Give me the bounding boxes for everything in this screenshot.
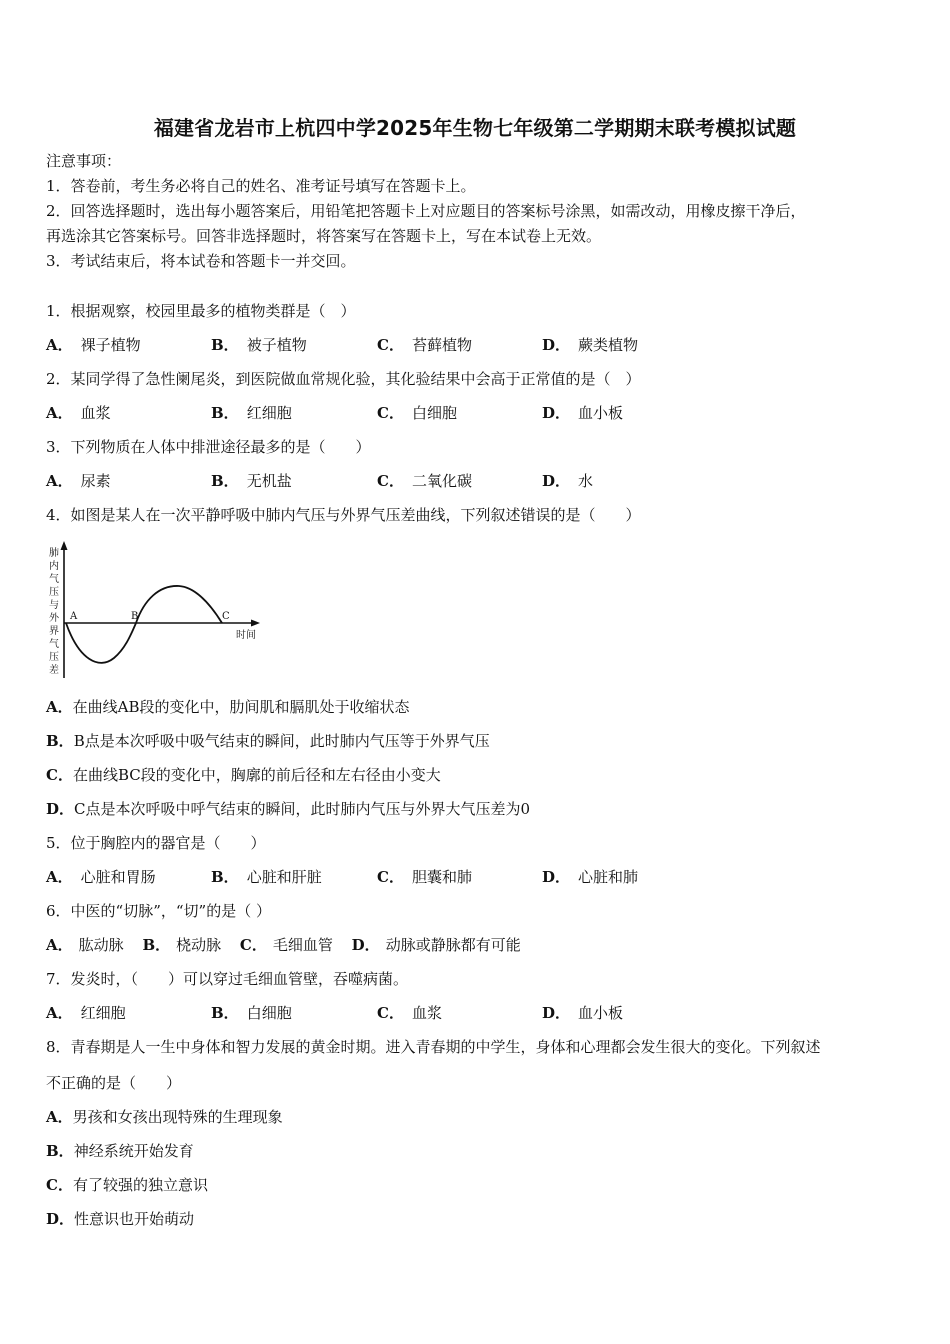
option-a: A． 裸子植物	[46, 336, 141, 354]
option-c: C． 苔藓植物	[377, 336, 472, 354]
y-axis-label-char: 气	[49, 639, 59, 650]
y-axis-label-char: 与	[49, 600, 59, 611]
option-a: A． 心脏和胃肠	[46, 868, 156, 886]
y-axis-label-char: 差	[49, 665, 59, 676]
option-d: D． 血小板	[542, 1004, 624, 1022]
option-a: A．男孩和女孩出现特殊的生理现象	[46, 1108, 283, 1126]
question-stem-1: 1．根据观察，校园里最多的植物类群是（ ）	[46, 302, 356, 320]
option-d: D． 心脏和肺	[542, 868, 639, 886]
point-c-label: C	[222, 611, 230, 622]
y-axis-label-char: 气	[49, 574, 59, 585]
option-b: B． 心脏和肝脏	[211, 868, 322, 886]
option-b: B．B点是本次呼吸中吸气结束的瞬间，此时肺内气压等于外界气压	[46, 732, 490, 750]
notice-heading: 注意事项：	[46, 152, 122, 170]
point-b-label: B	[131, 611, 139, 622]
point-a-label: A	[70, 611, 78, 622]
question-stem-7: 7．发炎时，（ ）可以穿过毛细血管壁，吞噬病菌。	[46, 970, 409, 988]
option-a: A． 血浆	[46, 404, 111, 422]
option-c: C． 胆囊和肺	[377, 868, 472, 886]
question-stem-3: 3．下列物质在人体中排泄途径最多的是（ ）	[46, 438, 371, 456]
question-stem-6: 6．中医的“切脉”，“切”的是（ ）	[46, 902, 271, 920]
options-row-6	[46, 935, 521, 955]
option-d: D． 动脉或静脉都有可能	[351, 936, 521, 954]
option-c: C．在曲线BC段的变化中，胸廓的前后径和左右径由小变大	[46, 766, 441, 784]
option-c: C． 白细胞	[377, 404, 457, 422]
y-axis-label-char: 压	[49, 652, 59, 663]
option-b: B． 红细胞	[211, 404, 292, 422]
y-axis-label-char: 内	[49, 561, 59, 572]
question-stem-8: 8．青春期是人一生中身体和智力发展的黄金时期。进入青春期的中学生，身体和心理都会发生很大的变化。下列叙述	[46, 1038, 821, 1056]
option-b: B． 无机盐	[211, 472, 292, 490]
notice-item: 再选涂其它答案标号。回答非选择题时，将答案写在答题卡上，写在本试卷上无效。	[46, 227, 602, 245]
option-d: D． 蕨类植物	[542, 336, 639, 354]
option-d: D．性意识也开始萌动	[46, 1210, 195, 1228]
page-title: 福建省龙岩市上杭四中学2025年生物七年级第二学期期末联考模拟试题	[153, 116, 797, 140]
pressure-difference-graph	[44, 540, 274, 685]
option-d: D． 血小板	[542, 404, 624, 422]
option-a: A． 尿素	[46, 472, 111, 490]
question-stem-5: 5．位于胸腔内的器官是（ ）	[46, 834, 266, 852]
option-a: A． 红细胞	[46, 1004, 126, 1022]
option-c: C． 二氧化碳	[377, 472, 472, 490]
question-stem-2: 2．某同学得了急性阑尾炎，到医院做血常规化验，其化验结果中会高于正常值的是（ ）	[46, 370, 641, 388]
x-axis-arrow	[251, 620, 260, 627]
option-c: C． 血浆	[377, 1004, 442, 1022]
option-b: B．神经系统开始发育	[46, 1142, 194, 1160]
question-stem-8-cont: 不正确的是（ ）	[46, 1074, 182, 1092]
option-d: D．C点是本次呼吸中呼气结束的瞬间，此时肺内气压与外界大气压差为0	[46, 800, 531, 818]
option-b: B． 被子植物	[211, 336, 307, 354]
option-a: A．在曲线AB段的变化中，肋间肌和膈肌处于收缩状态	[46, 698, 410, 716]
notice-item: 2．回答选择题时，选出每小题答案后，用铅笔把答题卡上对应题目的答案标号涂黑，如需改动，用橡皮擦干净后，	[46, 202, 806, 220]
option-b: B． 白细胞	[211, 1004, 292, 1022]
option-d: D． 水	[542, 472, 594, 490]
x-axis-label: 时间	[236, 630, 256, 641]
option-a: A． 肱动脉	[46, 936, 124, 954]
option-c: C． 毛细血管	[239, 936, 333, 954]
notice-item: 1．答卷前，考生务必将自己的姓名、准考证号填写在答题卡上。	[46, 177, 476, 195]
y-axis-arrow	[61, 541, 68, 550]
y-axis-label-char: 肺	[49, 548, 59, 559]
option-b: B． 桡动脉	[142, 936, 222, 954]
notice-item: 3．考试结束后，将本试卷和答题卡一并交回。	[46, 252, 356, 270]
y-axis-label-char: 压	[49, 587, 59, 598]
y-axis-label-char: 外	[49, 613, 59, 624]
question-stem-4: 4．如图是某人在一次平静呼吸中肺内气压与外界气压差曲线，下列叙述错误的是（ ）	[46, 506, 641, 524]
y-axis-label-char: 界	[49, 626, 59, 637]
pressure-curve	[66, 586, 222, 663]
option-c: C．有了较强的独立意识	[46, 1176, 208, 1194]
